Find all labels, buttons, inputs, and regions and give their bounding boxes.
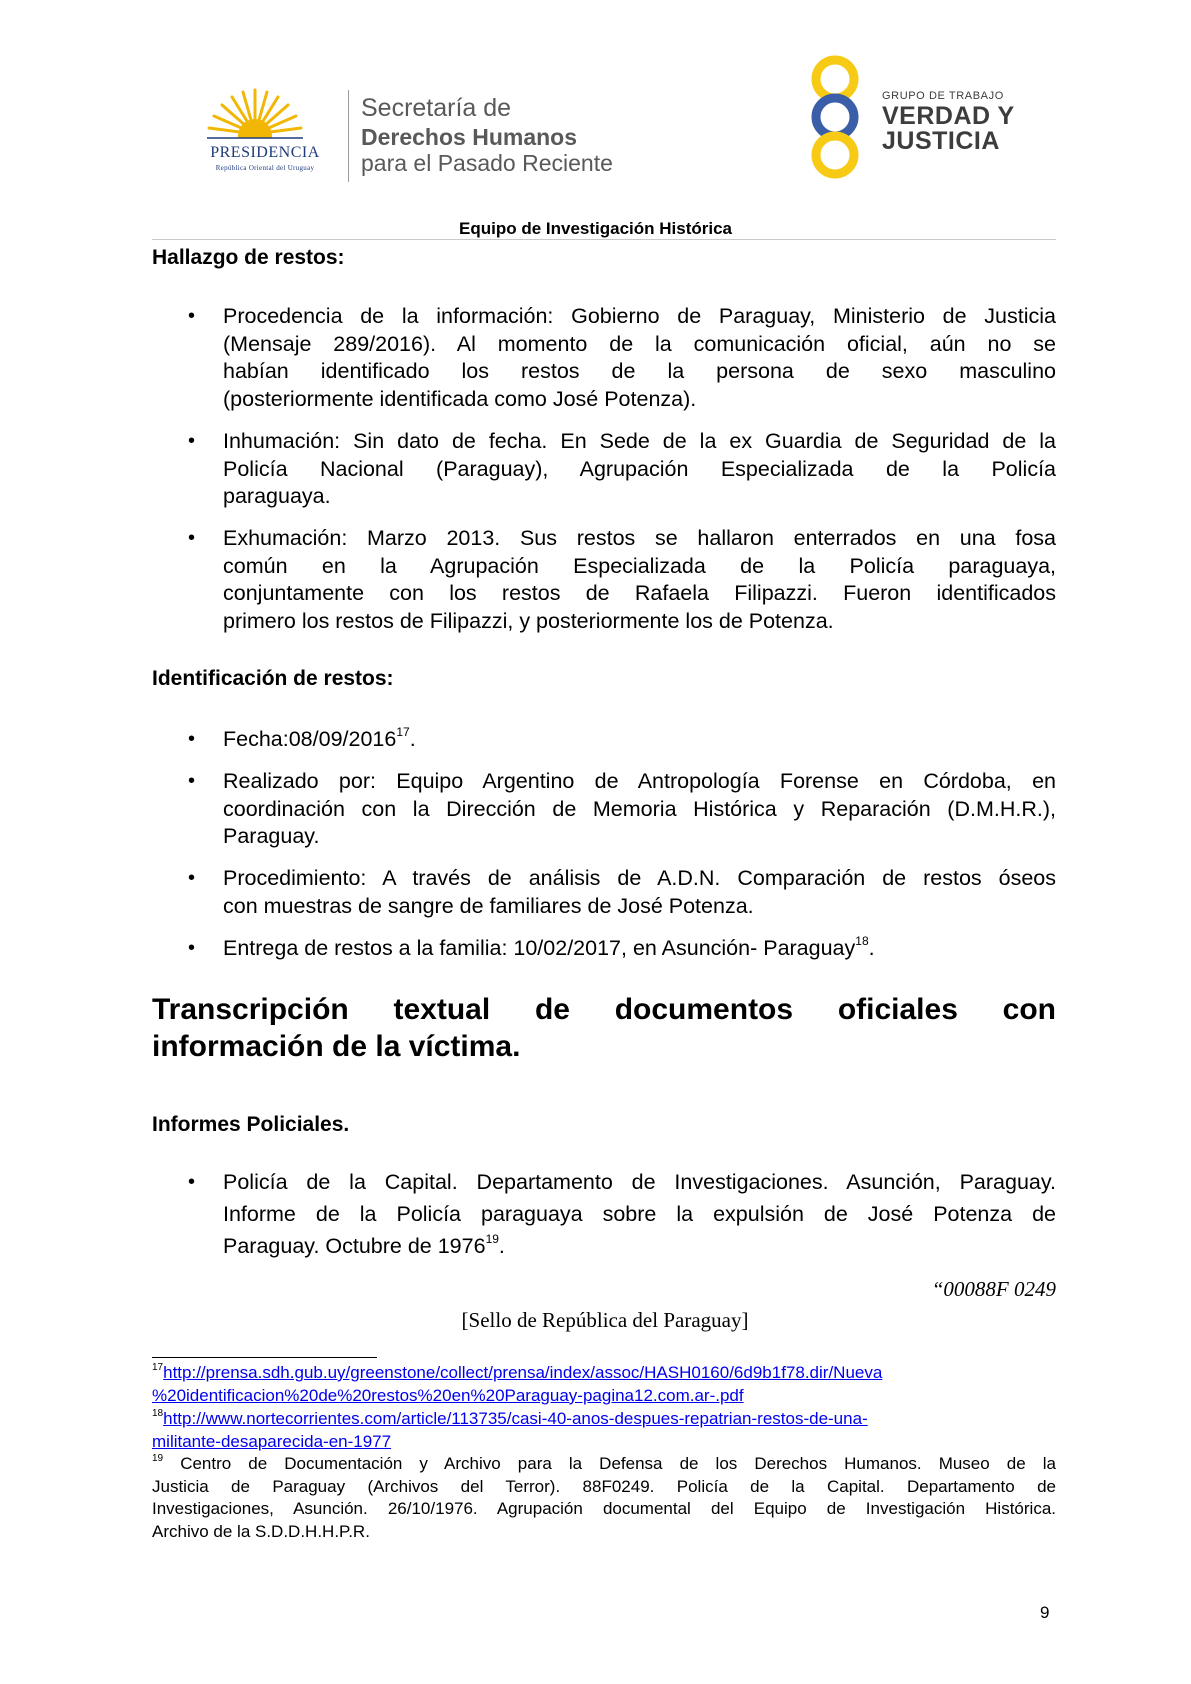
footnote-17-link[interactable]: http://prensa.sdh.gub.uy/greenstone/collect/prensa/index/assoc/HASH0160/6d9b1f78.dir/Nueva: [163, 1363, 883, 1382]
document-reference-code: “00088F 0249: [931, 1277, 1056, 1301]
section-title-transcripcion: [152, 991, 1056, 1065]
presidencia-name: PRESIDENCIA: [210, 144, 320, 161]
footnote-ref-18[interactable]: 18: [855, 933, 869, 948]
fecha-text: Fecha:08/09/2016: [223, 727, 397, 751]
footnote-19: [152, 1453, 1056, 1543]
header-divider: [348, 90, 349, 182]
text-line: Justicia de Paraguay (Archivos del Terror). 88F0249. Policía de la Capital. Departamento de: [152, 1476, 1056, 1496]
text-line: conjuntamente con los restos de Rafaela Filipazzi. Fueron identificados: [223, 581, 1056, 605]
sello-text: [Sello de República del Paraguay]: [461, 1308, 749, 1332]
equipo-header: Equipo de Investigación Histórica: [459, 219, 732, 238]
section-heading-identificacion: Identificación de restos:: [152, 667, 394, 690]
text-line: Paraguay.: [223, 824, 320, 848]
footnote-ref-17[interactable]: 17: [396, 724, 410, 739]
text-line: [152, 1453, 1056, 1476]
text-line: • Exhumación: Marzo 2013. Sus restos se hallaron enterrados en una fosa: [223, 526, 1056, 550]
entrega-text: Entrega de restos a la familia: 10/02/2017, en Asunción- Paraguay: [223, 936, 856, 960]
text-line: Policía Nacional (Paraguay), Agrupación Especializada de la Policía: [223, 456, 1056, 481]
secretaria-line-1: Secretaría de: [361, 94, 512, 122]
list-item-informe-policia: [223, 1166, 1056, 1262]
text-line: coordinación con la Dirección de Memoria Histórica y Reparación (D.M.H.R.),: [223, 796, 1056, 821]
sun-logo-icon: [205, 86, 305, 148]
text-line: común en la Agrupación Especializada de la Policía paraguaya,: [223, 553, 1056, 578]
text-segment: Paraguay. Octubre de 1976: [223, 1234, 486, 1258]
footnote-18-link-cont[interactable]: militante-desaparecida-en-1977: [152, 1431, 392, 1451]
secretaria-line-2: Derechos Humanos: [361, 124, 578, 150]
header-rule: [152, 239, 1056, 240]
text-segment: Centro de Documentación y Archivo para la Defensa de los Derechos Humanos. Museo de la: [163, 1454, 1056, 1473]
section-heading-hallazgo: Hallazgo de restos:: [152, 246, 345, 269]
title-line-2: información de la víctima.: [152, 1030, 521, 1063]
footnote-17: [152, 1362, 1056, 1407]
footnote-number: 18: [152, 1408, 164, 1420]
text-line: • Policía de la Capital. Departamento de Investigaciones. Asunción, Paraguay.: [223, 1170, 1056, 1194]
list-item-inhumacion: [223, 428, 1056, 511]
list-item-exhumacion: [223, 525, 1056, 635]
text-line: (posteriormente identificada como José Potenza).: [223, 386, 697, 411]
text-line: [223, 1230, 1056, 1262]
footnote-18-link[interactable]: http://www.nortecorrientes.com/article/113735/casi-40-anos-despues-repatrian-restos-de-una-: [163, 1409, 868, 1428]
text-period: .: [498, 1234, 505, 1258]
verdad-justicia-logo: [800, 55, 1020, 180]
text-line: Informe de la Policía paraguaya sobre la expulsión de José Potenza de: [223, 1202, 1056, 1226]
presidencia-secretaria-logo: [185, 86, 675, 186]
text-line: con muestras de sangre de familiares de José Potenza.: [223, 893, 754, 918]
list-item-procedimiento: [223, 865, 1056, 920]
text-line: primero los restos de Filipazzi, y posteriormente los de Potenza.: [223, 608, 834, 633]
list-item-procedencia: [223, 303, 1056, 413]
chain-rings-logo-icon: [800, 55, 870, 180]
presidencia-subtitle: República Oriental del Uruguay: [215, 164, 315, 172]
list-item-fecha: [223, 726, 1056, 754]
vj-small-text: GRUPO DE TRABAJO: [882, 90, 1004, 102]
secretaria-line-3: para el Pasado Reciente: [361, 150, 613, 176]
title-line-1: Transcripción textual de documentos oficiales con: [152, 993, 1056, 1026]
text-line: • Inhumación: Sin dato de fecha. En Sede de la ex Guardia de Seguridad de la: [223, 429, 1056, 453]
list-item-entrega: [223, 935, 1056, 963]
text-period: .: [868, 936, 875, 960]
text-line: • Procedimiento: A través de análisis de A.D.N. Comparación de restos óseos: [223, 866, 1056, 890]
footnote-17-link-cont[interactable]: %20identificacion%20de%20restos%20en%20Paraguay-pagina12.com.ar-.pdf: [152, 1385, 744, 1405]
text-line: habían identificado los restos de la persona de sexo masculino: [223, 359, 1056, 383]
page-number: 9: [1040, 1603, 1050, 1622]
footnote-18: [152, 1408, 1056, 1453]
text-line: Archivo de la S.D.D.H.H.P.R.: [152, 1521, 370, 1541]
text-line: (Mensaje 289/2016). Al momento de la comunicación oficial, aún no se: [223, 331, 1056, 356]
vj-title-line-2: JUSTICIA: [882, 127, 1000, 155]
text-period: .: [409, 727, 416, 751]
text-line: • Realizado por: Equipo Argentino de Antropología Forense en Córdoba, en: [223, 769, 1056, 793]
footnote-number: 17: [152, 1362, 164, 1374]
footnote-number: 19: [152, 1453, 164, 1465]
text-line: Investigaciones, Asunción. 26/10/1976. Agrupación documental del Equipo de Investigación Histórica.: [152, 1499, 1056, 1518]
text-line: paraguaya.: [223, 484, 331, 508]
section-heading-informes: Informes Policiales.: [152, 1113, 350, 1136]
footnote-separator: [152, 1357, 377, 1358]
vj-title-line-1: VERDAD Y: [882, 102, 1015, 130]
text-line: • Procedencia de la información: Gobierno de Paraguay, Ministerio de Justicia: [223, 304, 1056, 328]
footnote-ref-19[interactable]: 19: [485, 1231, 499, 1246]
list-item-realizado: [223, 768, 1056, 851]
